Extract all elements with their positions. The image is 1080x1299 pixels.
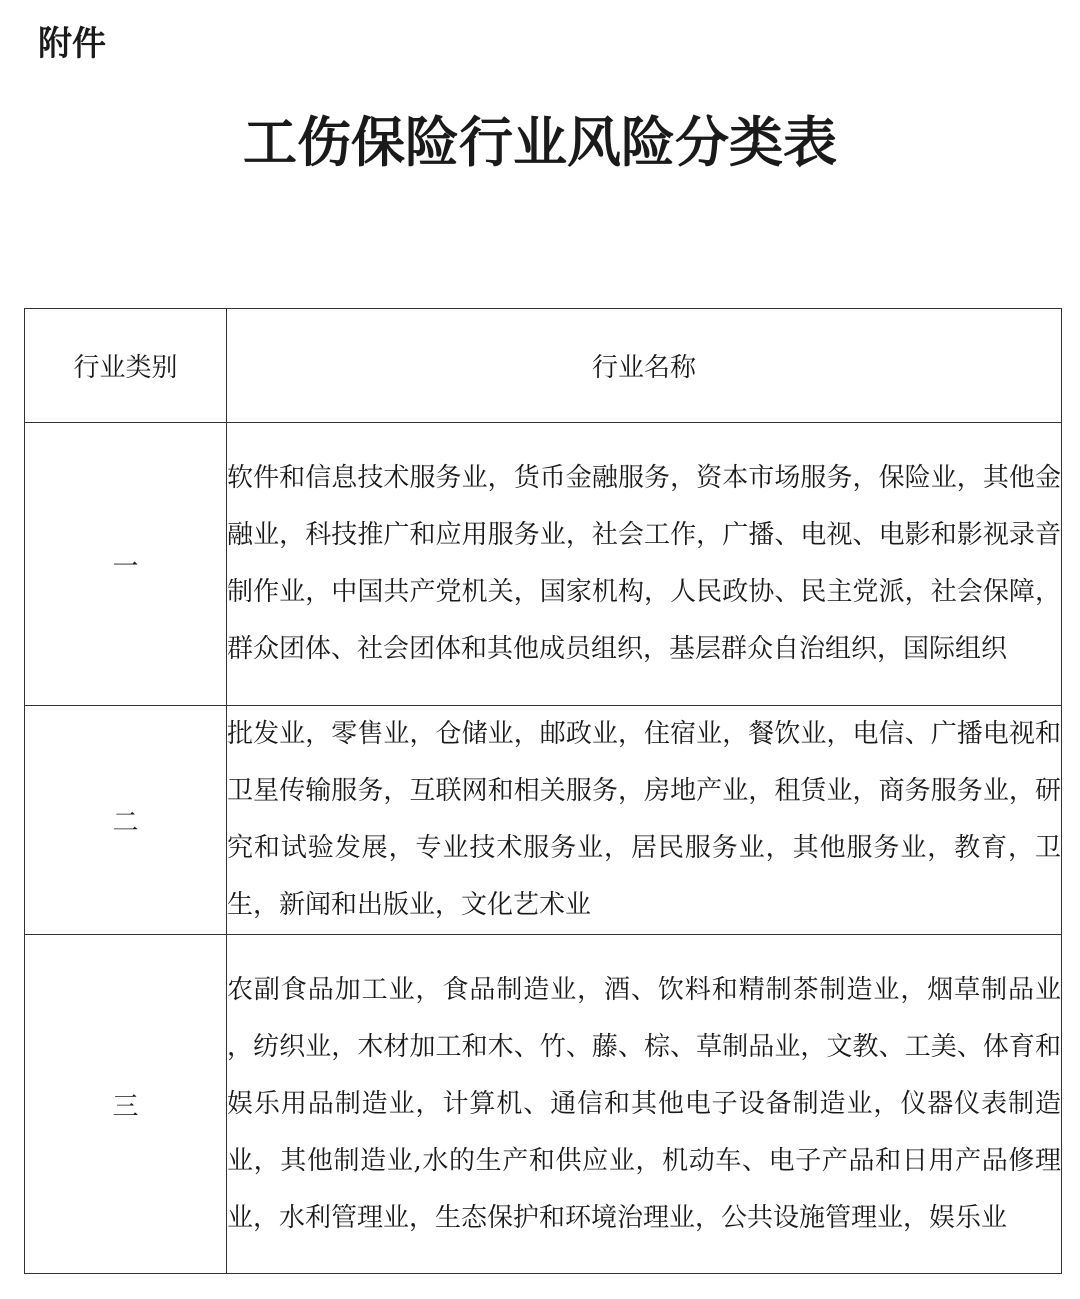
header-industry-name: 行业名称 bbox=[227, 309, 1062, 423]
category-cell: 三 bbox=[25, 935, 227, 1274]
table-row bbox=[25, 935, 1062, 1274]
industry-names-cell: 软件和信息技术服务业，货币金融服务，资本市场服务，保险业，其他金融业，科技推广和应用服务业，社会工作，广播、电视、电影和影视录音制作业，中国共产党机关，国家机构，人民政协、民主党派，社会保障，群众团体、社会团体和其他成员组织，基层群众自治组织，国际组织 bbox=[227, 423, 1062, 706]
industry-names-cell: 批发业，零售业，仓储业，邮政业，住宿业，餐饮业，电信、广播电视和卫星传输服务，互联网和相关服务，房地产业，租赁业，商务服务业，研究和试验发展，专业技术服务业，居民服务业，其他服务业，教育，卫生，新闻和出版业，文化艺术业 bbox=[227, 706, 1062, 935]
risk-classification-table bbox=[24, 308, 1062, 1274]
table-header-row bbox=[25, 309, 1062, 423]
table-row bbox=[25, 423, 1062, 706]
category-cell: 二 bbox=[25, 706, 227, 935]
page-title: 工伤保险行业风险分类表 bbox=[243, 111, 837, 174]
attachment-label: 附件 bbox=[38, 24, 106, 64]
table-row bbox=[25, 706, 1062, 935]
header-category: 行业类别 bbox=[25, 309, 227, 423]
category-cell: 一 bbox=[25, 423, 227, 706]
industry-names-cell: 农副食品加工业，食品制造业，酒、饮料和精制茶制造业，烟草制品业 ，纺织业，木材加工和木、竹、藤、棕、草制品业，文教、工美、体育和娱乐用品制造业，计算机、通信和其他电子设备制造业，仪器仪表制造业，其他制造业,水的生产和供应业，机动车、电子产品和日用产品修理业，水利管理业，生态保护和环境治理业，公共设施管理业，娱乐业 bbox=[227, 935, 1062, 1274]
